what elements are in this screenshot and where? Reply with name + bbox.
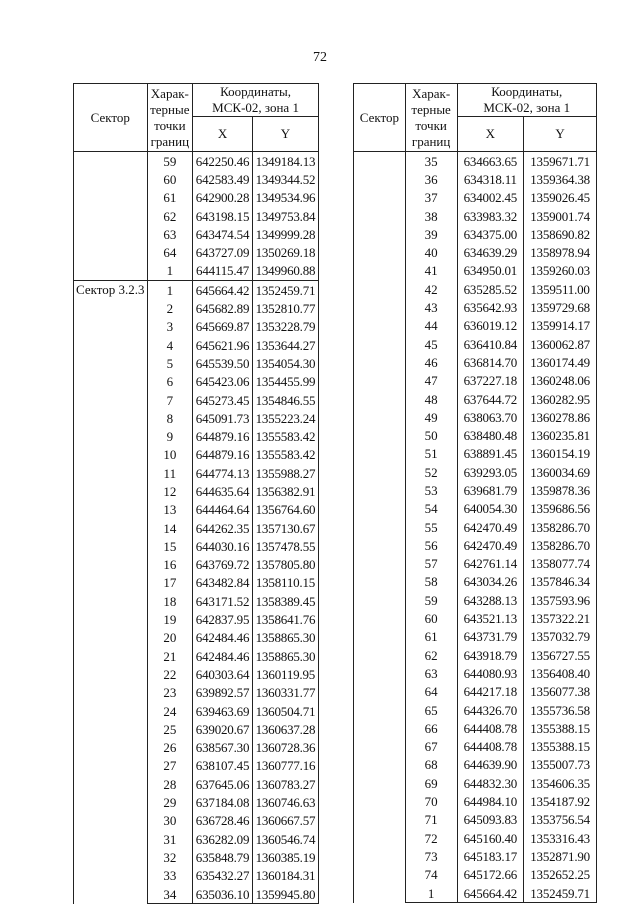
x-coordinate-cell: 645539.50	[193, 354, 253, 372]
y-coordinate-cell: 1349344.52	[252, 170, 318, 188]
point-number-cell: 54	[405, 500, 457, 518]
header-sector: Сектор	[74, 84, 148, 152]
y-coordinate-cell: 1360034.69	[524, 463, 597, 481]
point-number-cell: 63	[147, 225, 193, 243]
y-coordinate-cell: 1359026.45	[524, 189, 597, 207]
x-coordinate-cell: 644408.78	[457, 719, 524, 737]
y-coordinate-cell: 1359945.80	[252, 885, 318, 904]
y-coordinate-cell: 1360777.16	[252, 757, 318, 775]
y-coordinate-cell: 1355007.73	[524, 756, 597, 774]
x-coordinate-cell: 635642.93	[457, 298, 524, 316]
page-number: 72	[313, 50, 327, 65]
y-coordinate-cell: 1354455.99	[252, 373, 318, 391]
point-number-cell: 37	[405, 189, 457, 207]
x-coordinate-cell: 643482.84	[193, 574, 253, 592]
x-coordinate-cell: 642484.46	[193, 629, 253, 647]
x-coordinate-cell: 642583.49	[193, 170, 253, 188]
header-x: X	[193, 117, 253, 152]
x-coordinate-cell: 644879.16	[193, 446, 253, 464]
point-number-cell: 59	[147, 152, 193, 171]
x-coordinate-cell: 644408.78	[457, 738, 524, 756]
x-coordinate-cell: 639892.57	[193, 684, 253, 702]
point-number-cell: 53	[405, 481, 457, 499]
point-number-cell: 1	[405, 884, 457, 903]
y-coordinate-cell: 1360184.31	[252, 867, 318, 885]
x-coordinate-cell: 637227.18	[457, 372, 524, 390]
point-number-cell: 29	[147, 793, 193, 811]
table-body-left	[74, 152, 319, 904]
x-coordinate-cell: 642484.46	[193, 647, 253, 665]
x-coordinate-cell: 634950.01	[457, 262, 524, 280]
x-coordinate-cell: 636019.12	[457, 317, 524, 335]
point-number-cell: 74	[405, 866, 457, 884]
x-coordinate-cell: 636410.84	[457, 335, 524, 353]
point-number-cell: 10	[147, 446, 193, 464]
y-coordinate-cell: 1360667.57	[252, 812, 318, 830]
point-number-cell: 22	[147, 665, 193, 683]
point-number-cell: 28	[147, 775, 193, 793]
point-number-cell: 38	[405, 207, 457, 225]
x-coordinate-cell: 640303.64	[193, 665, 253, 683]
y-coordinate-cell: 1352459.71	[252, 281, 318, 300]
x-coordinate-cell: 635432.27	[193, 867, 253, 885]
y-coordinate-cell: 1356077.38	[524, 683, 597, 701]
x-coordinate-cell: 644262.35	[193, 519, 253, 537]
x-coordinate-cell: 645093.83	[457, 811, 524, 829]
y-coordinate-cell: 1352871.90	[524, 847, 597, 865]
y-coordinate-cell: 1359686.56	[524, 500, 597, 518]
y-coordinate-cell: 1356408.40	[524, 664, 597, 682]
x-coordinate-cell: 645664.42	[457, 884, 524, 903]
x-coordinate-cell: 644326.70	[457, 701, 524, 719]
point-number-cell: 62	[405, 646, 457, 664]
x-coordinate-cell: 637645.06	[193, 775, 253, 793]
point-number-cell: 61	[147, 189, 193, 207]
y-coordinate-cell: 1358641.76	[252, 610, 318, 628]
table-row	[354, 152, 597, 171]
point-number-cell: 61	[405, 628, 457, 646]
point-number-cell: 25	[147, 720, 193, 738]
point-number-cell: 51	[405, 445, 457, 463]
y-coordinate-cell: 1357846.34	[524, 573, 597, 591]
x-coordinate-cell: 645091.73	[193, 409, 253, 427]
point-number-cell: 2	[147, 299, 193, 317]
y-coordinate-cell: 1356764.60	[252, 501, 318, 519]
point-number-cell: 50	[405, 426, 457, 444]
x-coordinate-cell: 638107.45	[193, 757, 253, 775]
point-number-cell: 31	[147, 830, 193, 848]
y-coordinate-cell: 1360248.06	[524, 372, 597, 390]
point-number-cell: 57	[405, 555, 457, 573]
x-coordinate-cell: 645172.66	[457, 866, 524, 884]
y-coordinate-cell: 1359001.74	[524, 207, 597, 225]
coordinates-table-left	[73, 83, 319, 904]
point-number-cell: 35	[405, 152, 457, 171]
header-coordinates: Координаты, МСК-02, зона 1	[193, 84, 319, 117]
x-coordinate-cell: 635285.52	[457, 280, 524, 298]
header-y: Y	[252, 117, 318, 152]
x-coordinate-cell: 643727.09	[193, 243, 253, 261]
y-coordinate-cell: 1354606.35	[524, 774, 597, 792]
x-coordinate-cell: 636728.46	[193, 812, 253, 830]
y-coordinate-cell: 1360728.36	[252, 739, 318, 757]
x-coordinate-cell: 644639.90	[457, 756, 524, 774]
x-coordinate-cell: 634002.45	[457, 189, 524, 207]
x-coordinate-cell: 645423.06	[193, 373, 253, 391]
y-coordinate-cell: 1354846.55	[252, 391, 318, 409]
x-coordinate-cell: 644832.30	[457, 774, 524, 792]
x-coordinate-cell: 644464.64	[193, 501, 253, 519]
y-coordinate-cell: 1360174.49	[524, 353, 597, 371]
x-coordinate-cell: 638567.30	[193, 739, 253, 757]
point-number-cell: 17	[147, 574, 193, 592]
y-coordinate-cell: 1358286.70	[524, 536, 597, 554]
x-coordinate-cell: 645183.17	[457, 847, 524, 865]
point-number-cell: 66	[405, 719, 457, 737]
point-number-cell: 23	[147, 684, 193, 702]
point-number-cell: 26	[147, 739, 193, 757]
x-coordinate-cell: 643521.13	[457, 609, 524, 627]
x-coordinate-cell: 642900.28	[193, 189, 253, 207]
x-coordinate-cell: 634375.00	[457, 225, 524, 243]
point-number-cell: 33	[147, 867, 193, 885]
table-body-right	[354, 152, 597, 903]
x-coordinate-cell: 634639.29	[457, 243, 524, 261]
table-row	[74, 152, 319, 171]
y-coordinate-cell: 1358865.30	[252, 647, 318, 665]
point-number-cell: 27	[147, 757, 193, 775]
point-number-cell: 9	[147, 427, 193, 445]
y-coordinate-cell: 1349184.13	[252, 152, 318, 171]
point-number-cell: 36	[405, 170, 457, 188]
point-number-cell: 65	[405, 701, 457, 719]
point-number-cell: 48	[405, 390, 457, 408]
point-number-cell: 62	[147, 207, 193, 225]
point-number-cell: 71	[405, 811, 457, 829]
header-x: X	[457, 117, 524, 152]
point-number-cell: 11	[147, 464, 193, 482]
sector-cell: Сектор 3.2.3	[74, 281, 148, 904]
x-coordinate-cell: 634663.65	[457, 152, 524, 171]
y-coordinate-cell: 1355988.27	[252, 464, 318, 482]
x-coordinate-cell: 645160.40	[457, 829, 524, 847]
x-coordinate-cell: 642470.49	[457, 536, 524, 554]
x-coordinate-cell: 644635.64	[193, 482, 253, 500]
point-number-cell: 15	[147, 537, 193, 555]
coordinates-table-right	[353, 83, 597, 903]
y-coordinate-cell: 1354054.30	[252, 354, 318, 372]
y-coordinate-cell: 1357593.96	[524, 591, 597, 609]
x-coordinate-cell: 645273.45	[193, 391, 253, 409]
x-coordinate-cell: 644115.47	[193, 262, 253, 281]
point-number-cell: 40	[405, 243, 457, 261]
y-coordinate-cell: 1360154.19	[524, 445, 597, 463]
x-coordinate-cell: 638891.45	[457, 445, 524, 463]
x-coordinate-cell: 642761.14	[457, 555, 524, 573]
y-coordinate-cell: 1353644.27	[252, 336, 318, 354]
y-coordinate-cell: 1357322.21	[524, 609, 597, 627]
y-coordinate-cell: 1359364.38	[524, 170, 597, 188]
point-number-cell: 63	[405, 664, 457, 682]
y-coordinate-cell: 1359671.71	[524, 152, 597, 171]
y-coordinate-cell: 1352459.71	[524, 884, 597, 903]
x-coordinate-cell: 637644.72	[457, 390, 524, 408]
x-coordinate-cell: 645682.89	[193, 299, 253, 317]
x-coordinate-cell: 639463.69	[193, 702, 253, 720]
point-number-cell: 60	[147, 170, 193, 188]
x-coordinate-cell: 640054.30	[457, 500, 524, 518]
point-number-cell: 14	[147, 519, 193, 537]
point-number-cell: 60	[405, 609, 457, 627]
header-sector: Сектор	[354, 84, 406, 152]
point-number-cell: 64	[147, 243, 193, 261]
y-coordinate-cell: 1358286.70	[524, 518, 597, 536]
y-coordinate-cell: 1359878.36	[524, 481, 597, 499]
y-coordinate-cell: 1357032.79	[524, 628, 597, 646]
y-coordinate-cell: 1357478.55	[252, 537, 318, 555]
point-number-cell: 44	[405, 317, 457, 335]
point-number-cell: 58	[405, 573, 457, 591]
point-number-cell: 1	[147, 281, 193, 300]
point-number-cell: 68	[405, 756, 457, 774]
point-number-cell: 20	[147, 629, 193, 647]
x-coordinate-cell: 645664.42	[193, 281, 253, 300]
x-coordinate-cell: 644879.16	[193, 427, 253, 445]
y-coordinate-cell: 1360783.27	[252, 775, 318, 793]
header-coordinates: Координаты, МСК-02, зона 1	[457, 84, 597, 117]
table-row	[74, 281, 319, 300]
x-coordinate-cell: 643288.13	[457, 591, 524, 609]
point-number-cell: 39	[405, 225, 457, 243]
x-coordinate-cell: 645669.87	[193, 318, 253, 336]
y-coordinate-cell: 1349753.84	[252, 207, 318, 225]
point-number-cell: 18	[147, 592, 193, 610]
x-coordinate-cell: 638480.48	[457, 426, 524, 444]
point-number-cell: 16	[147, 556, 193, 574]
x-coordinate-cell: 643731.79	[457, 628, 524, 646]
y-coordinate-cell: 1360278.86	[524, 408, 597, 426]
y-coordinate-cell: 1358690.82	[524, 225, 597, 243]
y-coordinate-cell: 1360746.63	[252, 793, 318, 811]
y-coordinate-cell: 1360119.95	[252, 665, 318, 683]
x-coordinate-cell: 634318.11	[457, 170, 524, 188]
sector-cell	[74, 152, 148, 281]
x-coordinate-cell: 642470.49	[457, 518, 524, 536]
point-number-cell: 21	[147, 647, 193, 665]
point-number-cell: 1	[147, 262, 193, 281]
y-coordinate-cell: 1358077.74	[524, 555, 597, 573]
y-coordinate-cell: 1355583.42	[252, 446, 318, 464]
x-coordinate-cell: 643034.26	[457, 573, 524, 591]
y-coordinate-cell: 1359260.03	[524, 262, 597, 280]
y-coordinate-cell: 1359914.17	[524, 317, 597, 335]
point-number-cell: 24	[147, 702, 193, 720]
y-coordinate-cell: 1360546.74	[252, 830, 318, 848]
x-coordinate-cell: 639681.79	[457, 481, 524, 499]
x-coordinate-cell: 643171.52	[193, 592, 253, 610]
x-coordinate-cell: 635036.10	[193, 885, 253, 904]
point-number-cell: 47	[405, 372, 457, 390]
x-coordinate-cell: 635848.79	[193, 848, 253, 866]
y-coordinate-cell: 1353228.79	[252, 318, 318, 336]
y-coordinate-cell: 1349534.96	[252, 189, 318, 207]
point-number-cell: 8	[147, 409, 193, 427]
y-coordinate-cell: 1360062.87	[524, 335, 597, 353]
point-number-cell: 13	[147, 501, 193, 519]
x-coordinate-cell: 642250.46	[193, 152, 253, 171]
x-coordinate-cell: 644217.18	[457, 683, 524, 701]
y-coordinate-cell: 1360504.71	[252, 702, 318, 720]
x-coordinate-cell: 644774.13	[193, 464, 253, 482]
point-number-cell: 42	[405, 280, 457, 298]
point-number-cell: 6	[147, 373, 193, 391]
point-number-cell: 67	[405, 738, 457, 756]
point-number-cell: 52	[405, 463, 457, 481]
y-coordinate-cell: 1355736.58	[524, 701, 597, 719]
point-number-cell: 69	[405, 774, 457, 792]
x-coordinate-cell: 642837.95	[193, 610, 253, 628]
y-coordinate-cell: 1360282.95	[524, 390, 597, 408]
point-number-cell: 7	[147, 391, 193, 409]
point-number-cell: 70	[405, 792, 457, 810]
point-number-cell: 46	[405, 353, 457, 371]
y-coordinate-cell: 1355583.42	[252, 427, 318, 445]
point-number-cell: 56	[405, 536, 457, 554]
y-coordinate-cell: 1355388.15	[524, 719, 597, 737]
y-coordinate-cell: 1354187.92	[524, 792, 597, 810]
y-coordinate-cell: 1358978.94	[524, 243, 597, 261]
point-number-cell: 19	[147, 610, 193, 628]
y-coordinate-cell: 1360235.81	[524, 426, 597, 444]
y-coordinate-cell: 1349999.28	[252, 225, 318, 243]
y-coordinate-cell: 1353316.43	[524, 829, 597, 847]
point-number-cell: 73	[405, 847, 457, 865]
x-coordinate-cell: 633983.32	[457, 207, 524, 225]
point-number-cell: 3	[147, 318, 193, 336]
point-number-cell: 41	[405, 262, 457, 280]
y-coordinate-cell: 1356727.55	[524, 646, 597, 664]
y-coordinate-cell: 1355223.24	[252, 409, 318, 427]
x-coordinate-cell: 637184.08	[193, 793, 253, 811]
x-coordinate-cell: 639293.05	[457, 463, 524, 481]
y-coordinate-cell: 1358110.15	[252, 574, 318, 592]
point-number-cell: 30	[147, 812, 193, 830]
y-coordinate-cell: 1358389.45	[252, 592, 318, 610]
point-number-cell: 32	[147, 848, 193, 866]
x-coordinate-cell: 643474.54	[193, 225, 253, 243]
x-coordinate-cell: 643198.15	[193, 207, 253, 225]
point-number-cell: 49	[405, 408, 457, 426]
point-number-cell: 5	[147, 354, 193, 372]
y-coordinate-cell: 1357130.67	[252, 519, 318, 537]
y-coordinate-cell: 1358865.30	[252, 629, 318, 647]
y-coordinate-cell: 1360331.77	[252, 684, 318, 702]
y-coordinate-cell: 1352652.25	[524, 866, 597, 884]
x-coordinate-cell: 644984.10	[457, 792, 524, 810]
point-number-cell: 72	[405, 829, 457, 847]
point-number-cell: 55	[405, 518, 457, 536]
x-coordinate-cell: 636814.70	[457, 353, 524, 371]
x-coordinate-cell: 639020.67	[193, 720, 253, 738]
point-number-cell: 34	[147, 885, 193, 904]
y-coordinate-cell: 1359729.68	[524, 298, 597, 316]
y-coordinate-cell: 1356382.91	[252, 482, 318, 500]
y-coordinate-cell: 1350269.18	[252, 243, 318, 261]
x-coordinate-cell: 638063.70	[457, 408, 524, 426]
header-points: Харак- терные точки границ	[147, 84, 193, 152]
point-number-cell: 64	[405, 683, 457, 701]
x-coordinate-cell: 636282.09	[193, 830, 253, 848]
y-coordinate-cell: 1352810.77	[252, 299, 318, 317]
point-number-cell: 45	[405, 335, 457, 353]
header-y: Y	[524, 117, 597, 152]
point-number-cell: 12	[147, 482, 193, 500]
point-number-cell: 59	[405, 591, 457, 609]
y-coordinate-cell: 1360637.28	[252, 720, 318, 738]
sector-cell	[354, 152, 406, 903]
x-coordinate-cell: 644080.93	[457, 664, 524, 682]
y-coordinate-cell: 1353756.54	[524, 811, 597, 829]
x-coordinate-cell: 643918.79	[457, 646, 524, 664]
x-coordinate-cell: 645621.96	[193, 336, 253, 354]
x-coordinate-cell: 643769.72	[193, 556, 253, 574]
point-number-cell: 43	[405, 298, 457, 316]
y-coordinate-cell: 1349960.88	[252, 262, 318, 281]
header-points: Харак- терные точки границ	[405, 84, 457, 152]
y-coordinate-cell: 1357805.80	[252, 556, 318, 574]
point-number-cell: 4	[147, 336, 193, 354]
y-coordinate-cell: 1355388.15	[524, 738, 597, 756]
y-coordinate-cell: 1359511.00	[524, 280, 597, 298]
x-coordinate-cell: 644030.16	[193, 537, 253, 555]
y-coordinate-cell: 1360385.19	[252, 848, 318, 866]
